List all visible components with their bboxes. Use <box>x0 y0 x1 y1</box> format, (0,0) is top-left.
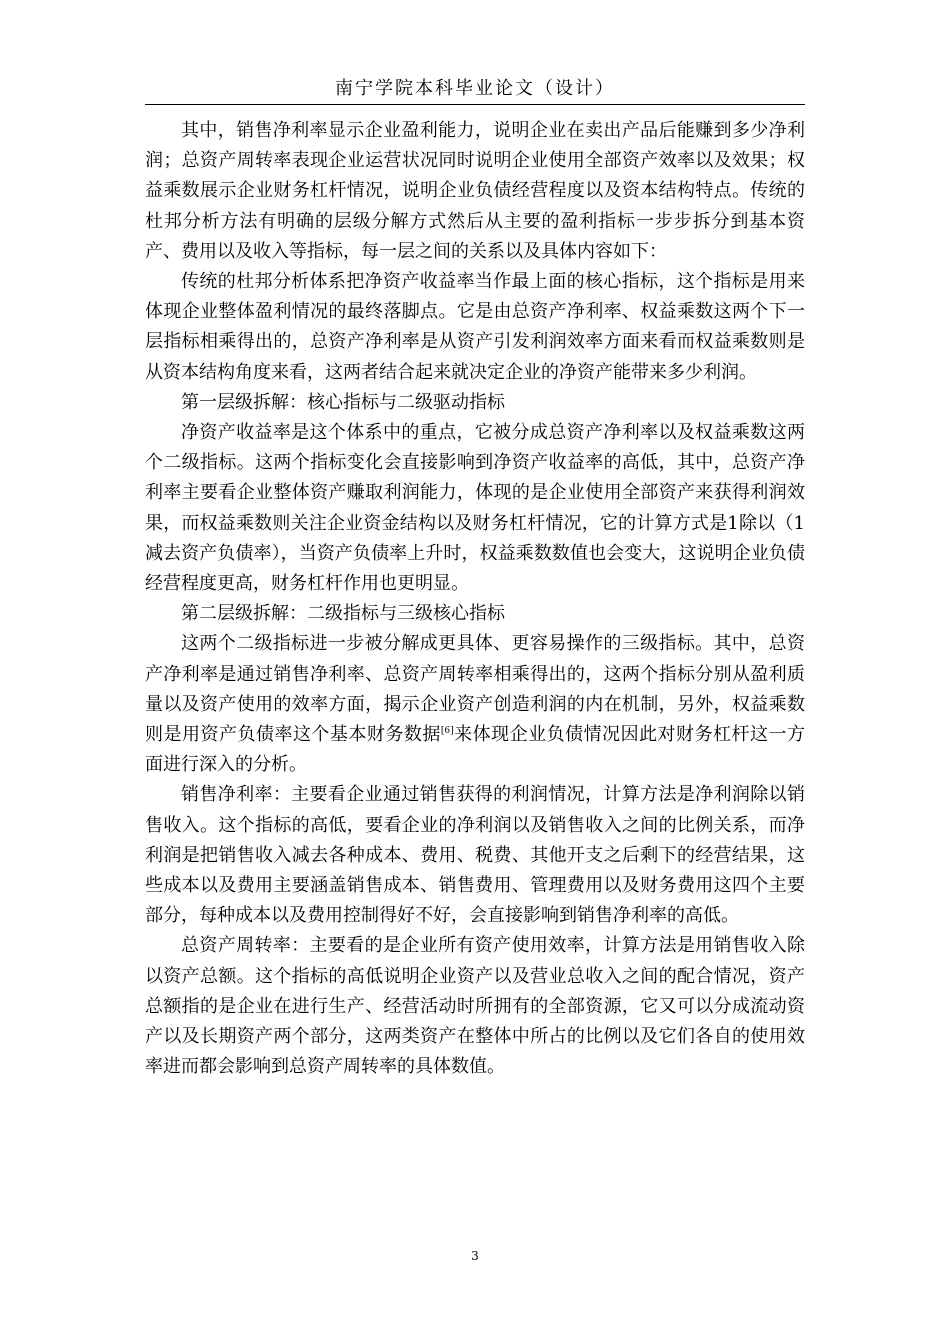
header-divider <box>145 104 805 105</box>
paragraph-level-two <box>145 629 805 780</box>
paragraph-level-one: 净资产收益率是这个体系中的重点，它被分成总资产净利率以及权益乘数这两个二级指标。这两个指标变化会直接影响到净资产收益率的高低，其中，总资产净利率主要看企业整体资产赚取利润能力，体现的是企业使用全部资产来获得利润效果，而权益乘数则关注企业资金结构以及财务杠杆情况，它的计算方式是1除以（1减去资产负债率），当资产负债率上升时，权益乘数数值也会变大，这说明企业负债经营程度更高，财务杠杆作用也更明显。 <box>145 422 805 595</box>
running-header-title: 南宁学院本科毕业论文（设计） <box>335 78 615 99</box>
citation-reference: [6] <box>440 726 454 737</box>
paragraph-level-two-text-b: 来体现企业负债情况因此对财务杠杆这一方面进行深入的分析。 <box>145 724 806 776</box>
subheading-level-two: 第二层级拆解：二级指标与三级核心指标 <box>181 603 505 625</box>
paragraph-roe-core: 传统的杜邦分析体系把净资产收益率当作最上面的核心指标，这个指标是用来体现企业整体盈利情况的最终落脚点。它是由总资产净利率、权益乘数这两个下一层指标相乘得出的，总资产净利率是从资产引发利润效率方面来看而权益乘数则是从资本结构角度来看，这两者结合起来就决定企业的净资产能带来多少利润。 <box>145 271 805 383</box>
paragraph-asset-turnover: 总资产周转率：主要看的是企业所有资产使用效率，计算方法是用销售收入除以资产总额。这个指标的高低说明企业资产以及营业总收入之间的配合情况，资产总额指的是企业在进行生产、经营活动时所拥有的全部资源，它又可以分成流动资产以及长期资产两个部分，这两类资产在整体中所占的比例以及它们各自的使用效率进而都会影响到总资产周转率的具体数值。 <box>145 935 805 1078</box>
paragraph-net-profit-margin: 销售净利率：主要看企业通过销售获得的利润情况，计算方法是净利润除以销售收入。这个指标的高低，要看企业的净利润以及销售收入之间的比例关系，而净利润是把销售收入减去各种成本、费用、税费、其他开支之后剩下的经营结果，这些成本以及费用主要涵盖销售成本、销售费用、管理费用以及财务费用这四个主要部分，每种成本以及费用控制得好不好，会直接影响到销售净利率的高低。 <box>145 784 805 927</box>
paragraph-level-two-text-a: 这两个二级指标进一步被分解成更具体、更容易操作的三级指标。其中，总资产净利率是通过销售净利率、总资产周转率相乘得出的，这两个指标分别从盈利质量以及资产使用的效率方面，揭示企业资产创造利润的内在机制，另外，权益乘数则是用资产负债率这个基本财务数据 <box>145 633 805 746</box>
body-text <box>145 116 805 1083</box>
paragraph-dupont-overview: 其中，销售净利率显示企业盈利能力，说明企业在卖出产品后能赚到多少净利润；总资产周转率表现企业运营状况同时说明企业使用全部资产效率以及效果；权益乘数展示企业财务杠杆情况，说明企业负债经营程度以及资本结构特点。传统的杜邦分析方法有明确的层级分解方式然后从主要的盈利指标一步步拆分到基本资产、费用以及收入等指标，每一层之间的关系以及具体内容如下： <box>145 120 805 262</box>
subheading-level-one: 第一层级拆解：核心指标与二级驱动指标 <box>181 391 505 413</box>
page-number: 3 <box>471 1249 479 1263</box>
